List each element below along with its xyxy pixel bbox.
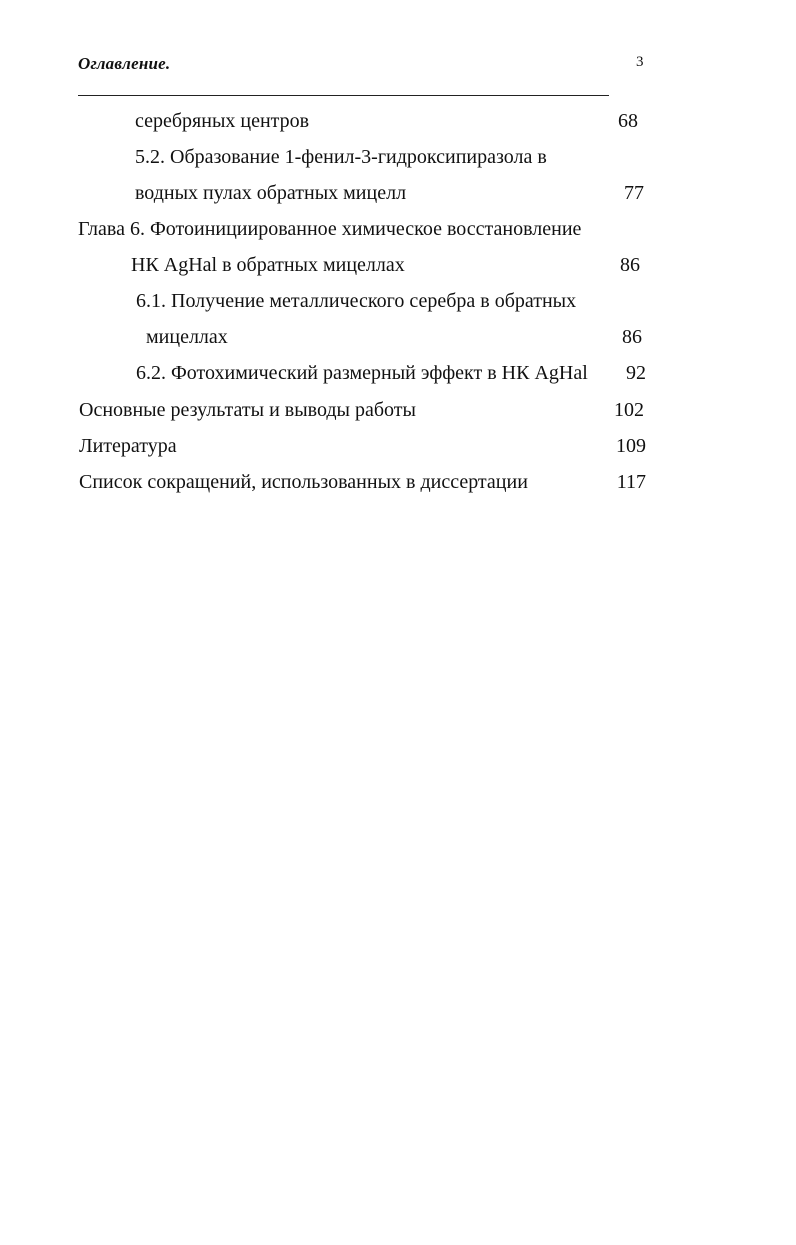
page-number: 3: [636, 54, 644, 70]
toc-entry-text: 6.2. Фотохимический размерный эффект в НК AgHal: [136, 362, 588, 384]
toc-entry-page: 92: [626, 362, 646, 384]
toc-entry-text: серебряных центров: [135, 110, 310, 132]
toc-entry-text: водных пулах обратных мицелл: [135, 182, 407, 204]
toc-entry-page: 102: [614, 399, 644, 421]
toc-chapter-text: Глава 6. Фотоинициированное химическое восстановление: [78, 218, 582, 240]
toc-entry-text: мицеллах: [146, 326, 228, 348]
toc-entry-page: 86: [620, 254, 640, 276]
toc-entry-text: 6.1. Получение металлического серебра в обратных: [136, 290, 577, 312]
toc-section-text: Литература: [79, 435, 177, 457]
toc-entry-page: 86: [622, 326, 642, 348]
toc-entry-page: 68: [618, 110, 638, 132]
toc-entry-page: 109: [616, 435, 646, 457]
toc-section-text: Основные результаты и выводы работы: [79, 399, 416, 421]
running-header-title: Оглавление.: [78, 54, 171, 73]
toc-entry-text: 5.2. Образование 1-фенил-3-гидроксипиразола в: [135, 146, 547, 168]
toc-entry-page: 77: [624, 182, 644, 204]
toc-entry-page: 117: [616, 471, 646, 493]
toc-entry-text: НК AgHal в обратных мицеллах: [131, 254, 405, 276]
toc-section-text: Список сокращений, использованных в диссертации: [79, 471, 528, 493]
header-divider: [78, 95, 609, 96]
